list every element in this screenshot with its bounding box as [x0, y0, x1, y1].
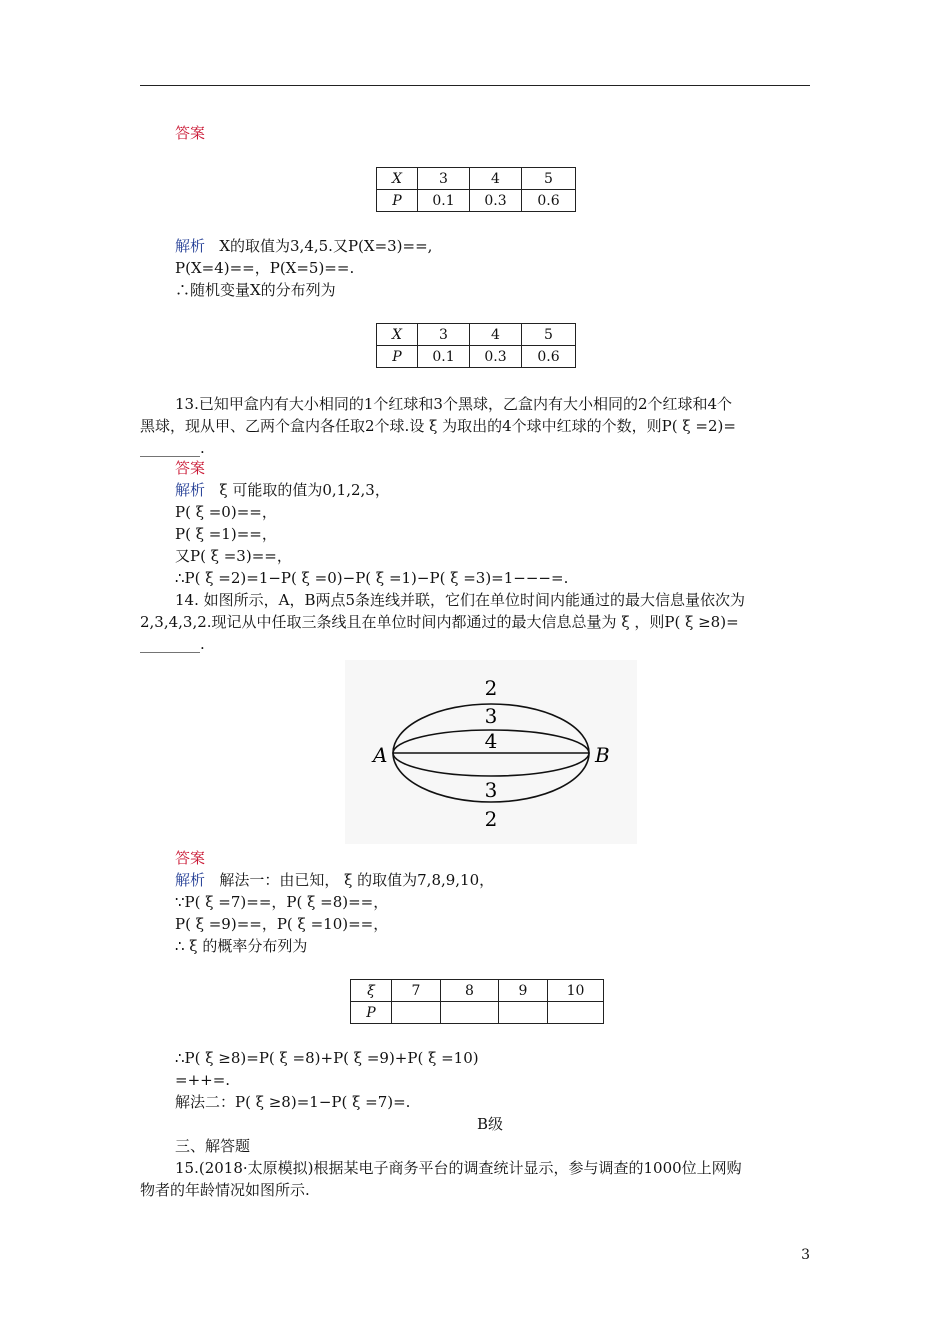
- analysis-text: 解法一：由已知， ξ 的取值为7,8,9,10，: [219, 871, 495, 889]
- table-cell: 0.1: [418, 190, 470, 212]
- table-cell: 10: [548, 980, 604, 1002]
- table-cell: P: [377, 190, 418, 212]
- question-14-line: ________.: [140, 635, 205, 653]
- distribution-table: [350, 979, 604, 1024]
- point-a-label: A: [373, 743, 388, 767]
- analysis-text: X的取值为3,4,5.又P(X=3)==,: [219, 237, 433, 255]
- table-cell: 5: [522, 324, 576, 346]
- table-cell: [441, 1002, 499, 1024]
- question-15-line: 15.(2018·太原模拟)根据某电子商务平台的调查统计显示，参与调查的1000位上网购: [175, 1159, 742, 1177]
- question-13-line: ________.: [140, 439, 205, 457]
- capacity-label: 4: [484, 729, 498, 753]
- text-line: 解法二：P( ξ ≥8)=1−P( ξ =7)=.: [175, 1093, 411, 1111]
- distribution-table: [376, 167, 576, 212]
- capacity-label: 2: [484, 676, 498, 700]
- text-line: P(X=4)==，P(X=5)==.: [175, 259, 355, 277]
- table-cell: 5: [522, 168, 576, 190]
- analysis-label: 解析: [175, 237, 206, 255]
- capacity-label: 3: [484, 778, 498, 802]
- text-line: ∵P( ξ =7)==，P( ξ =8)==，: [175, 893, 389, 911]
- text-line: ∴P( ξ ≥8)=P( ξ =8)+P( ξ =9)+P( ξ =10): [175, 1049, 479, 1067]
- question-13-line: 13.已知甲盒内有大小相同的1个红球和3个黑球，乙盒内有大小相同的2个红球和4个: [175, 395, 733, 413]
- text-line: ∴ ξ 的概率分布列为: [175, 937, 308, 955]
- table-cell: 8: [441, 980, 499, 1002]
- table-cell: 0.1: [418, 346, 470, 368]
- analysis-label: 解析: [175, 481, 206, 499]
- header-rule: [140, 85, 810, 86]
- page-number: 3: [801, 1247, 810, 1263]
- question-14-line: 14. 如图所示，A，B两点5条连线并联，它们在单位时间内能通过的最大信息量依次为: [175, 591, 746, 609]
- text-line: =++=.: [175, 1071, 231, 1089]
- analysis-text: ξ 可能取的值为0,1,2,3，: [219, 481, 390, 499]
- text-line: P( ξ =9)==，P( ξ =10)==，: [175, 915, 389, 933]
- question-14-line: 2,3,4,3,2.现记从中任取三条线且在单位时间内都通过的最大信息总量为 ξ ，则P( ξ ≥8)=: [140, 613, 739, 631]
- analysis-line: [175, 236, 432, 256]
- text-line: 又P( ξ =3)==，: [175, 547, 292, 565]
- text-line: ∴随机变量X的分布列为: [175, 281, 336, 299]
- table-cell: ξ: [351, 980, 392, 1002]
- table-cell: X: [377, 324, 418, 346]
- table-cell: 7: [392, 980, 441, 1002]
- text-line: ∴P( ξ =2)=1−P( ξ =0)−P( ξ =1)−P( ξ =3)=1−−−=.: [175, 569, 569, 587]
- network-diagram: [345, 660, 637, 844]
- table-cell: [392, 1002, 441, 1024]
- table-cell: [548, 1002, 604, 1024]
- section-heading: 三、解答题: [175, 1137, 251, 1155]
- level-heading: B级: [476, 1115, 504, 1133]
- distribution-table: [376, 323, 576, 368]
- table-cell: 0.6: [522, 190, 576, 212]
- table-cell: 3: [418, 324, 470, 346]
- analysis-label: 解析: [175, 871, 206, 889]
- table-cell: X: [377, 168, 418, 190]
- table-cell: 4: [470, 168, 522, 190]
- table-cell: 3: [418, 168, 470, 190]
- table-cell: 0.3: [470, 190, 522, 212]
- table-cell: 4: [470, 324, 522, 346]
- table-cell: 9: [499, 980, 548, 1002]
- capacity-label: 2: [484, 807, 498, 831]
- text-line: P( ξ =1)==，: [175, 525, 277, 543]
- analysis-line: [175, 480, 390, 500]
- table-cell: [499, 1002, 548, 1024]
- answer-label: 答案: [175, 459, 206, 477]
- table-cell: 0.6: [522, 346, 576, 368]
- capacity-label: 3: [484, 704, 498, 728]
- question-13-line: 黑球，现从甲、乙两个盒内各任取2个球.设 ξ 为取出的4个球中红球的个数，则P( ξ =2)=: [140, 417, 736, 435]
- question-15-line: 物者的年龄情况如图所示.: [140, 1181, 310, 1199]
- table-cell: P: [351, 1002, 392, 1024]
- answer-label: 答案: [175, 124, 206, 142]
- text-line: P( ξ =0)==，: [175, 503, 277, 521]
- table-cell: P: [377, 346, 418, 368]
- point-b-label: B: [595, 743, 610, 767]
- analysis-line: [175, 870, 494, 890]
- answer-label: 答案: [175, 849, 206, 867]
- table-cell: 0.3: [470, 346, 522, 368]
